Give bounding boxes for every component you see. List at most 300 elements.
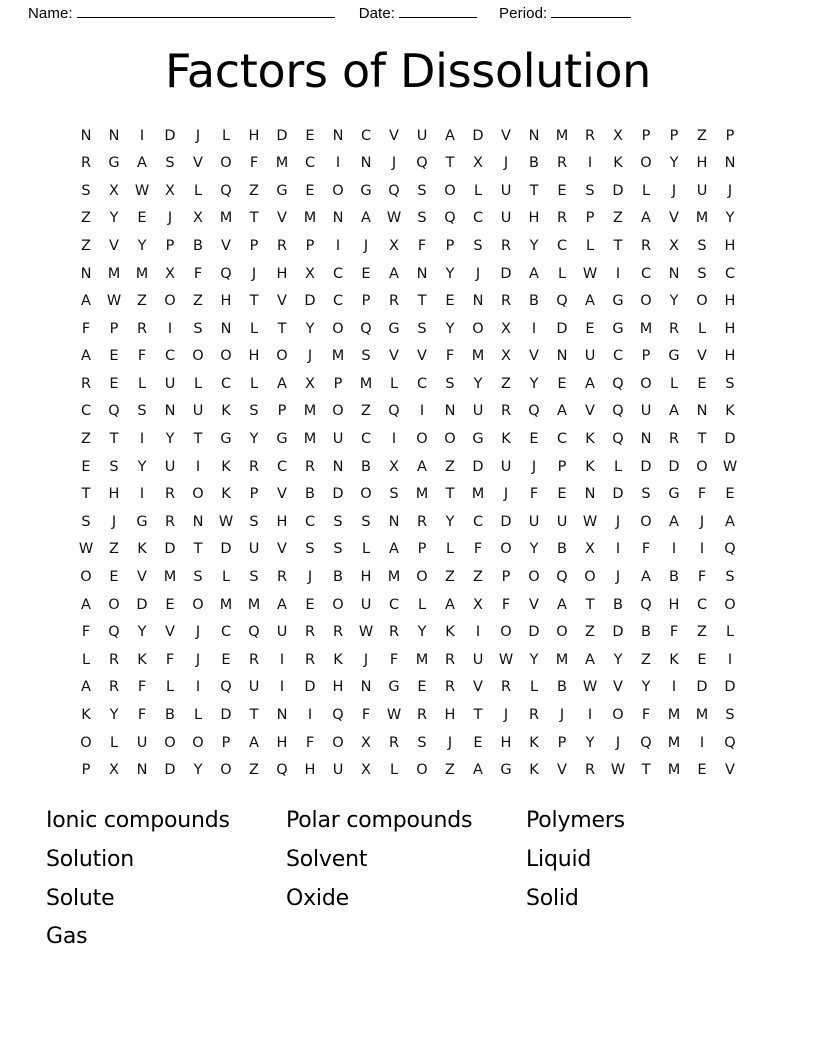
grid-cell[interactable]: M xyxy=(219,210,233,227)
grid-cell[interactable]: Y xyxy=(529,541,539,558)
grid-cell[interactable]: O xyxy=(696,458,708,475)
grid-cell[interactable]: X xyxy=(361,762,371,779)
grid-cell[interactable]: D xyxy=(640,458,652,475)
grid-cell[interactable]: N xyxy=(696,403,708,420)
grid-cell[interactable]: V xyxy=(529,596,539,613)
grid-cell[interactable]: S xyxy=(249,513,259,530)
grid-cell[interactable]: M xyxy=(639,320,653,337)
grid-cell[interactable]: I xyxy=(335,237,341,254)
grid-cell[interactable]: S xyxy=(697,265,707,282)
grid-cell[interactable]: P xyxy=(641,348,651,365)
grid-cell[interactable]: Z xyxy=(641,651,651,668)
grid-cell[interactable]: M xyxy=(135,265,149,282)
grid-cell[interactable]: J xyxy=(111,513,117,530)
date-input-rule[interactable] xyxy=(399,4,477,18)
grid-cell[interactable]: W xyxy=(218,513,234,530)
grid-cell[interactable]: O xyxy=(220,762,232,779)
grid-cell[interactable]: Y xyxy=(137,458,147,475)
grid-cell[interactable]: Y xyxy=(669,293,679,310)
grid-cell[interactable]: E xyxy=(585,320,595,337)
grid-cell[interactable]: E xyxy=(109,569,119,586)
grid-cell[interactable]: C xyxy=(388,596,400,613)
grid-cell[interactable]: Y xyxy=(249,431,259,448)
grid-cell[interactable]: Q xyxy=(724,541,736,558)
grid-cell[interactable]: F xyxy=(697,486,707,503)
grid-cell[interactable]: X xyxy=(585,541,595,558)
grid-cell[interactable]: J xyxy=(307,569,313,586)
grid-cell[interactable]: S xyxy=(725,375,735,392)
grid-cell[interactable]: M xyxy=(219,596,233,613)
grid-cell[interactable]: O xyxy=(164,734,176,751)
grid-cell[interactable]: U xyxy=(276,624,288,641)
grid-cell[interactable]: Z xyxy=(193,293,203,310)
grid-cell[interactable]: J xyxy=(727,182,733,199)
grid-cell[interactable]: Z xyxy=(109,541,119,558)
grid-cell[interactable]: Q xyxy=(276,762,288,779)
grid-cell[interactable]: E xyxy=(109,375,119,392)
grid-cell[interactable]: A xyxy=(81,348,91,365)
grid-cell[interactable]: G xyxy=(108,155,120,172)
grid-cell[interactable]: P xyxy=(333,375,343,392)
grid-cell[interactable]: X xyxy=(613,127,623,144)
grid-cell[interactable]: G xyxy=(612,320,624,337)
grid-cell[interactable]: E xyxy=(697,375,707,392)
grid-cell[interactable]: Z xyxy=(445,569,455,586)
grid-cell[interactable]: Y xyxy=(585,734,595,751)
grid-cell[interactable]: P xyxy=(445,237,455,254)
grid-cell[interactable]: D xyxy=(136,596,148,613)
grid-cell[interactable]: O xyxy=(584,569,596,586)
grid-cell[interactable]: M xyxy=(107,265,121,282)
grid-cell[interactable]: U xyxy=(332,431,344,448)
grid-cell[interactable]: M xyxy=(303,431,317,448)
grid-cell[interactable]: O xyxy=(528,569,540,586)
grid-cell[interactable]: I xyxy=(475,624,481,641)
grid-cell[interactable]: R xyxy=(108,679,120,696)
grid-cell[interactable]: S xyxy=(333,513,343,530)
grid-cell[interactable]: Z xyxy=(249,762,259,779)
grid-cell[interactable]: L xyxy=(193,182,203,199)
grid-cell[interactable]: I xyxy=(615,265,621,282)
grid-cell[interactable]: E xyxy=(473,734,483,751)
grid-cell[interactable]: X xyxy=(473,155,483,172)
grid-cell[interactable]: R xyxy=(276,569,288,586)
grid-cell[interactable]: H xyxy=(248,348,260,365)
grid-cell[interactable]: V xyxy=(613,679,623,696)
word-list-item[interactable]: Liquid xyxy=(526,846,592,872)
grid-cell[interactable]: O xyxy=(696,293,708,310)
grid-cell[interactable]: L xyxy=(389,762,399,779)
grid-cell[interactable]: G xyxy=(276,182,288,199)
grid-cell[interactable]: K xyxy=(613,155,623,172)
grid-cell[interactable]: C xyxy=(304,155,316,172)
grid-cell[interactable]: J xyxy=(307,348,313,365)
grid-cell[interactable]: L xyxy=(585,237,595,254)
grid-cell[interactable]: Q xyxy=(612,431,624,448)
grid-cell[interactable]: H xyxy=(108,486,120,503)
grid-cell[interactable]: D xyxy=(304,293,316,310)
grid-cell[interactable]: T xyxy=(585,596,595,613)
grid-cell[interactable]: S xyxy=(361,348,371,365)
grid-cell[interactable]: S xyxy=(641,486,651,503)
grid-cell[interactable]: W xyxy=(582,679,598,696)
grid-cell[interactable]: Y xyxy=(109,707,119,724)
grid-cell[interactable]: V xyxy=(277,486,287,503)
grid-cell[interactable]: P xyxy=(109,320,119,337)
grid-cell[interactable]: B xyxy=(641,624,651,641)
grid-cell[interactable]: I xyxy=(139,486,145,503)
grid-cell[interactable]: O xyxy=(332,596,344,613)
grid-cell[interactable]: S xyxy=(697,237,707,254)
grid-cell[interactable]: L xyxy=(557,265,567,282)
grid-cell[interactable]: A xyxy=(585,651,595,668)
grid-cell[interactable]: F xyxy=(137,679,147,696)
grid-cell[interactable]: V xyxy=(221,237,231,254)
grid-cell[interactable]: V xyxy=(277,210,287,227)
grid-cell[interactable]: P xyxy=(585,210,595,227)
grid-cell[interactable]: S xyxy=(249,569,259,586)
grid-cell[interactable]: X xyxy=(389,237,399,254)
grid-cell[interactable]: D xyxy=(668,458,680,475)
grid-cell[interactable]: Z xyxy=(473,569,483,586)
grid-cell[interactable]: H xyxy=(724,348,736,365)
grid-cell[interactable]: O xyxy=(332,182,344,199)
grid-cell[interactable]: H xyxy=(724,293,736,310)
grid-cell[interactable]: K xyxy=(669,651,679,668)
grid-cell[interactable]: Q xyxy=(332,707,344,724)
grid-cell[interactable]: O xyxy=(332,734,344,751)
grid-cell[interactable]: Q xyxy=(388,403,400,420)
period-input-rule[interactable] xyxy=(551,4,631,18)
grid-cell[interactable]: L xyxy=(697,320,707,337)
grid-cell[interactable]: B xyxy=(613,596,623,613)
grid-cell[interactable]: F xyxy=(445,348,455,365)
grid-cell[interactable]: L xyxy=(165,679,175,696)
grid-cell[interactable]: Z xyxy=(81,431,91,448)
grid-cell[interactable]: O xyxy=(640,375,652,392)
grid-cell[interactable]: N xyxy=(164,403,176,420)
grid-cell[interactable]: U xyxy=(332,762,344,779)
grid-cell[interactable]: T xyxy=(613,237,623,254)
grid-cell[interactable]: D xyxy=(556,320,568,337)
grid-cell[interactable]: N xyxy=(724,155,736,172)
grid-cell[interactable]: U xyxy=(416,127,428,144)
grid-cell[interactable]: K xyxy=(585,431,595,448)
grid-cell[interactable]: J xyxy=(363,651,369,668)
grid-cell[interactable]: U xyxy=(248,541,260,558)
grid-cell[interactable]: D xyxy=(220,541,232,558)
grid-cell[interactable]: N xyxy=(360,155,372,172)
grid-cell[interactable]: D xyxy=(164,762,176,779)
grid-cell[interactable]: B xyxy=(361,458,371,475)
grid-cell[interactable]: F xyxy=(501,596,511,613)
grid-cell[interactable]: U xyxy=(164,375,176,392)
grid-cell[interactable]: U xyxy=(164,458,176,475)
grid-cell[interactable]: Z xyxy=(613,210,623,227)
grid-cell[interactable]: R xyxy=(556,210,568,227)
grid-cell[interactable]: K xyxy=(725,403,735,420)
grid-cell[interactable]: K xyxy=(445,624,455,641)
grid-cell[interactable]: B xyxy=(529,155,539,172)
grid-cell[interactable]: M xyxy=(303,210,317,227)
grid-cell[interactable]: L xyxy=(389,375,399,392)
grid-cell[interactable]: S xyxy=(249,403,259,420)
grid-cell[interactable]: G xyxy=(136,513,148,530)
grid-cell[interactable]: S xyxy=(81,182,91,199)
grid-cell[interactable]: U xyxy=(640,403,652,420)
grid-cell[interactable]: D xyxy=(612,624,624,641)
grid-cell[interactable]: P xyxy=(361,293,371,310)
grid-cell[interactable]: D xyxy=(528,624,540,641)
grid-cell[interactable]: P xyxy=(221,734,231,751)
grid-cell[interactable]: V xyxy=(165,624,175,641)
grid-cell[interactable]: B xyxy=(529,293,539,310)
grid-cell[interactable]: P xyxy=(557,458,567,475)
grid-cell[interactable]: N xyxy=(640,431,652,448)
grid-cell[interactable]: Y xyxy=(529,651,539,668)
grid-cell[interactable]: V xyxy=(417,348,427,365)
grid-cell[interactable]: N xyxy=(332,127,344,144)
grid-cell[interactable]: R xyxy=(500,679,512,696)
grid-cell[interactable]: N xyxy=(136,762,148,779)
grid-cell[interactable]: X xyxy=(501,348,511,365)
grid-cell[interactable]: Z xyxy=(697,127,707,144)
grid-cell[interactable]: S xyxy=(165,155,175,172)
grid-cell[interactable]: H xyxy=(500,734,512,751)
grid-cell[interactable]: S xyxy=(473,237,483,254)
grid-cell[interactable]: Y xyxy=(641,679,651,696)
grid-cell[interactable]: O xyxy=(416,431,428,448)
grid-cell[interactable]: O xyxy=(192,348,204,365)
grid-cell[interactable]: T xyxy=(417,293,427,310)
grid-cell[interactable]: W xyxy=(358,624,374,641)
grid-cell[interactable]: T xyxy=(109,431,119,448)
grid-cell[interactable]: C xyxy=(360,431,372,448)
grid-cell[interactable]: I xyxy=(671,679,677,696)
grid-cell[interactable]: C xyxy=(304,513,316,530)
grid-cell[interactable]: D xyxy=(724,431,736,448)
word-list-item[interactable]: Polymers xyxy=(526,808,625,834)
grid-cell[interactable]: L xyxy=(613,458,623,475)
grid-cell[interactable]: S xyxy=(725,569,735,586)
grid-cell[interactable]: M xyxy=(667,707,681,724)
word-search-grid[interactable] xyxy=(72,122,744,784)
grid-cell[interactable]: O xyxy=(220,348,232,365)
grid-cell[interactable]: I xyxy=(307,707,313,724)
grid-cell[interactable]: O xyxy=(192,734,204,751)
grid-cell[interactable]: K xyxy=(501,431,511,448)
grid-cell[interactable]: N xyxy=(332,210,344,227)
grid-cell[interactable]: F xyxy=(305,734,315,751)
grid-cell[interactable]: F xyxy=(361,707,371,724)
grid-cell[interactable]: P xyxy=(557,734,567,751)
grid-cell[interactable]: U xyxy=(584,348,596,365)
grid-cell[interactable]: A xyxy=(641,210,651,227)
grid-cell[interactable]: A xyxy=(81,679,91,696)
grid-cell[interactable]: M xyxy=(667,762,681,779)
grid-cell[interactable]: Q xyxy=(528,403,540,420)
grid-cell[interactable]: A xyxy=(389,265,399,282)
grid-cell[interactable]: N xyxy=(556,348,568,365)
grid-cell[interactable]: M xyxy=(555,651,569,668)
grid-cell[interactable]: K xyxy=(221,458,231,475)
grid-cell[interactable]: A xyxy=(557,403,567,420)
grid-cell[interactable]: I xyxy=(391,431,397,448)
grid-cell[interactable]: K xyxy=(529,734,539,751)
grid-cell[interactable]: V xyxy=(389,127,399,144)
grid-cell[interactable]: W xyxy=(498,651,514,668)
grid-cell[interactable]: R xyxy=(640,237,652,254)
name-input-rule[interactable] xyxy=(77,4,335,18)
grid-cell[interactable]: I xyxy=(139,127,145,144)
grid-cell[interactable]: D xyxy=(472,127,484,144)
word-list-item[interactable]: Ionic compounds xyxy=(46,808,230,834)
grid-cell[interactable]: J xyxy=(699,513,705,530)
grid-cell[interactable]: P xyxy=(641,127,651,144)
grid-cell[interactable]: E xyxy=(221,651,231,668)
grid-cell[interactable]: E xyxy=(305,127,315,144)
grid-cell[interactable]: V xyxy=(277,293,287,310)
grid-cell[interactable]: Q xyxy=(612,375,624,392)
grid-cell[interactable]: A xyxy=(277,375,287,392)
grid-cell[interactable]: T xyxy=(193,541,203,558)
word-list-item[interactable]: Polar compounds xyxy=(286,808,473,834)
grid-cell[interactable]: L xyxy=(193,707,203,724)
grid-cell[interactable]: W xyxy=(134,182,150,199)
grid-cell[interactable]: T xyxy=(529,182,539,199)
grid-cell[interactable]: O xyxy=(472,320,484,337)
grid-cell[interactable]: R xyxy=(248,458,260,475)
grid-cell[interactable]: R xyxy=(556,155,568,172)
grid-cell[interactable]: M xyxy=(387,569,401,586)
grid-cell[interactable]: F xyxy=(165,651,175,668)
grid-cell[interactable]: F xyxy=(137,348,147,365)
grid-cell[interactable]: A xyxy=(249,734,259,751)
grid-cell[interactable]: I xyxy=(195,458,201,475)
grid-cell[interactable]: A xyxy=(725,513,735,530)
grid-cell[interactable]: K xyxy=(137,541,147,558)
grid-cell[interactable]: S xyxy=(585,182,595,199)
grid-cell[interactable]: V xyxy=(501,127,511,144)
grid-cell[interactable]: R xyxy=(388,734,400,751)
grid-cell[interactable]: J xyxy=(615,513,621,530)
grid-cell[interactable]: Y xyxy=(529,237,539,254)
grid-cell[interactable]: R xyxy=(276,237,288,254)
grid-cell[interactable]: E xyxy=(417,679,427,696)
grid-cell[interactable]: J xyxy=(615,734,621,751)
grid-cell[interactable]: R xyxy=(584,127,596,144)
grid-cell[interactable]: C xyxy=(724,265,736,282)
grid-cell[interactable]: N xyxy=(220,320,232,337)
grid-cell[interactable]: Y xyxy=(137,237,147,254)
grid-cell[interactable]: W xyxy=(106,293,122,310)
grid-cell[interactable]: L xyxy=(725,624,735,641)
grid-cell[interactable]: J xyxy=(671,182,677,199)
grid-cell[interactable]: E xyxy=(697,651,707,668)
grid-cell[interactable]: J xyxy=(251,265,257,282)
grid-cell[interactable]: A xyxy=(81,293,91,310)
grid-cell[interactable]: R xyxy=(444,651,456,668)
grid-cell[interactable]: R xyxy=(304,624,316,641)
grid-cell[interactable]: E xyxy=(305,596,315,613)
grid-cell[interactable]: Y xyxy=(445,320,455,337)
grid-cell[interactable]: J xyxy=(503,486,509,503)
grid-cell[interactable]: N xyxy=(332,458,344,475)
grid-cell[interactable]: O xyxy=(220,155,232,172)
grid-cell[interactable]: R xyxy=(528,707,540,724)
grid-cell[interactable]: P xyxy=(417,541,427,558)
grid-cell[interactable]: B xyxy=(669,569,679,586)
grid-cell[interactable]: T xyxy=(193,431,203,448)
grid-cell[interactable]: T xyxy=(249,293,259,310)
grid-cell[interactable]: R xyxy=(416,513,428,530)
grid-cell[interactable]: Y xyxy=(669,155,679,172)
word-list-item[interactable]: Solid xyxy=(526,885,579,911)
grid-cell[interactable]: U xyxy=(472,403,484,420)
grid-cell[interactable]: U xyxy=(528,513,540,530)
grid-cell[interactable]: C xyxy=(80,403,92,420)
grid-cell[interactable]: P xyxy=(277,403,287,420)
grid-cell[interactable]: R xyxy=(80,375,92,392)
grid-cell[interactable]: Z xyxy=(361,403,371,420)
grid-cell[interactable]: U xyxy=(500,458,512,475)
grid-cell[interactable]: M xyxy=(163,569,177,586)
grid-cell[interactable]: L xyxy=(249,375,259,392)
word-list-item[interactable]: Solution xyxy=(46,846,135,872)
grid-cell[interactable]: U xyxy=(248,679,260,696)
grid-cell[interactable]: V xyxy=(529,348,539,365)
grid-cell[interactable]: E xyxy=(557,375,567,392)
grid-cell[interactable]: Y xyxy=(193,762,203,779)
grid-cell[interactable]: D xyxy=(164,541,176,558)
grid-cell[interactable]: Y xyxy=(305,320,315,337)
grid-cell[interactable]: U xyxy=(472,651,484,668)
grid-cell[interactable]: G xyxy=(668,348,680,365)
grid-cell[interactable]: M xyxy=(359,375,373,392)
grid-cell[interactable]: H xyxy=(724,237,736,254)
grid-cell[interactable]: M xyxy=(415,486,429,503)
grid-cell[interactable]: R xyxy=(388,624,400,641)
grid-cell[interactable]: T xyxy=(249,707,259,724)
grid-cell[interactable]: I xyxy=(699,541,705,558)
grid-cell[interactable]: E xyxy=(109,348,119,365)
grid-cell[interactable]: N xyxy=(192,513,204,530)
grid-cell[interactable]: E xyxy=(557,486,567,503)
grid-cell[interactable]: F xyxy=(697,569,707,586)
grid-cell[interactable]: B xyxy=(557,679,567,696)
grid-cell[interactable]: O xyxy=(164,293,176,310)
grid-cell[interactable]: D xyxy=(500,513,512,530)
grid-cell[interactable]: B xyxy=(193,237,203,254)
grid-cell[interactable]: A xyxy=(669,403,679,420)
grid-cell[interactable]: R xyxy=(164,513,176,530)
grid-cell[interactable]: M xyxy=(303,403,317,420)
grid-cell[interactable]: B xyxy=(333,569,343,586)
grid-cell[interactable]: D xyxy=(276,127,288,144)
grid-cell[interactable]: Y xyxy=(417,624,427,641)
grid-cell[interactable]: H xyxy=(276,734,288,751)
grid-cell[interactable]: A xyxy=(445,127,455,144)
grid-cell[interactable]: I xyxy=(195,679,201,696)
grid-cell[interactable]: G xyxy=(220,431,232,448)
grid-cell[interactable]: J xyxy=(559,707,565,724)
grid-cell[interactable]: M xyxy=(415,651,429,668)
grid-cell[interactable]: O xyxy=(444,431,456,448)
grid-cell[interactable]: N xyxy=(108,127,120,144)
grid-cell[interactable]: I xyxy=(587,155,593,172)
grid-cell[interactable]: R xyxy=(304,651,316,668)
grid-cell[interactable]: X xyxy=(193,210,203,227)
